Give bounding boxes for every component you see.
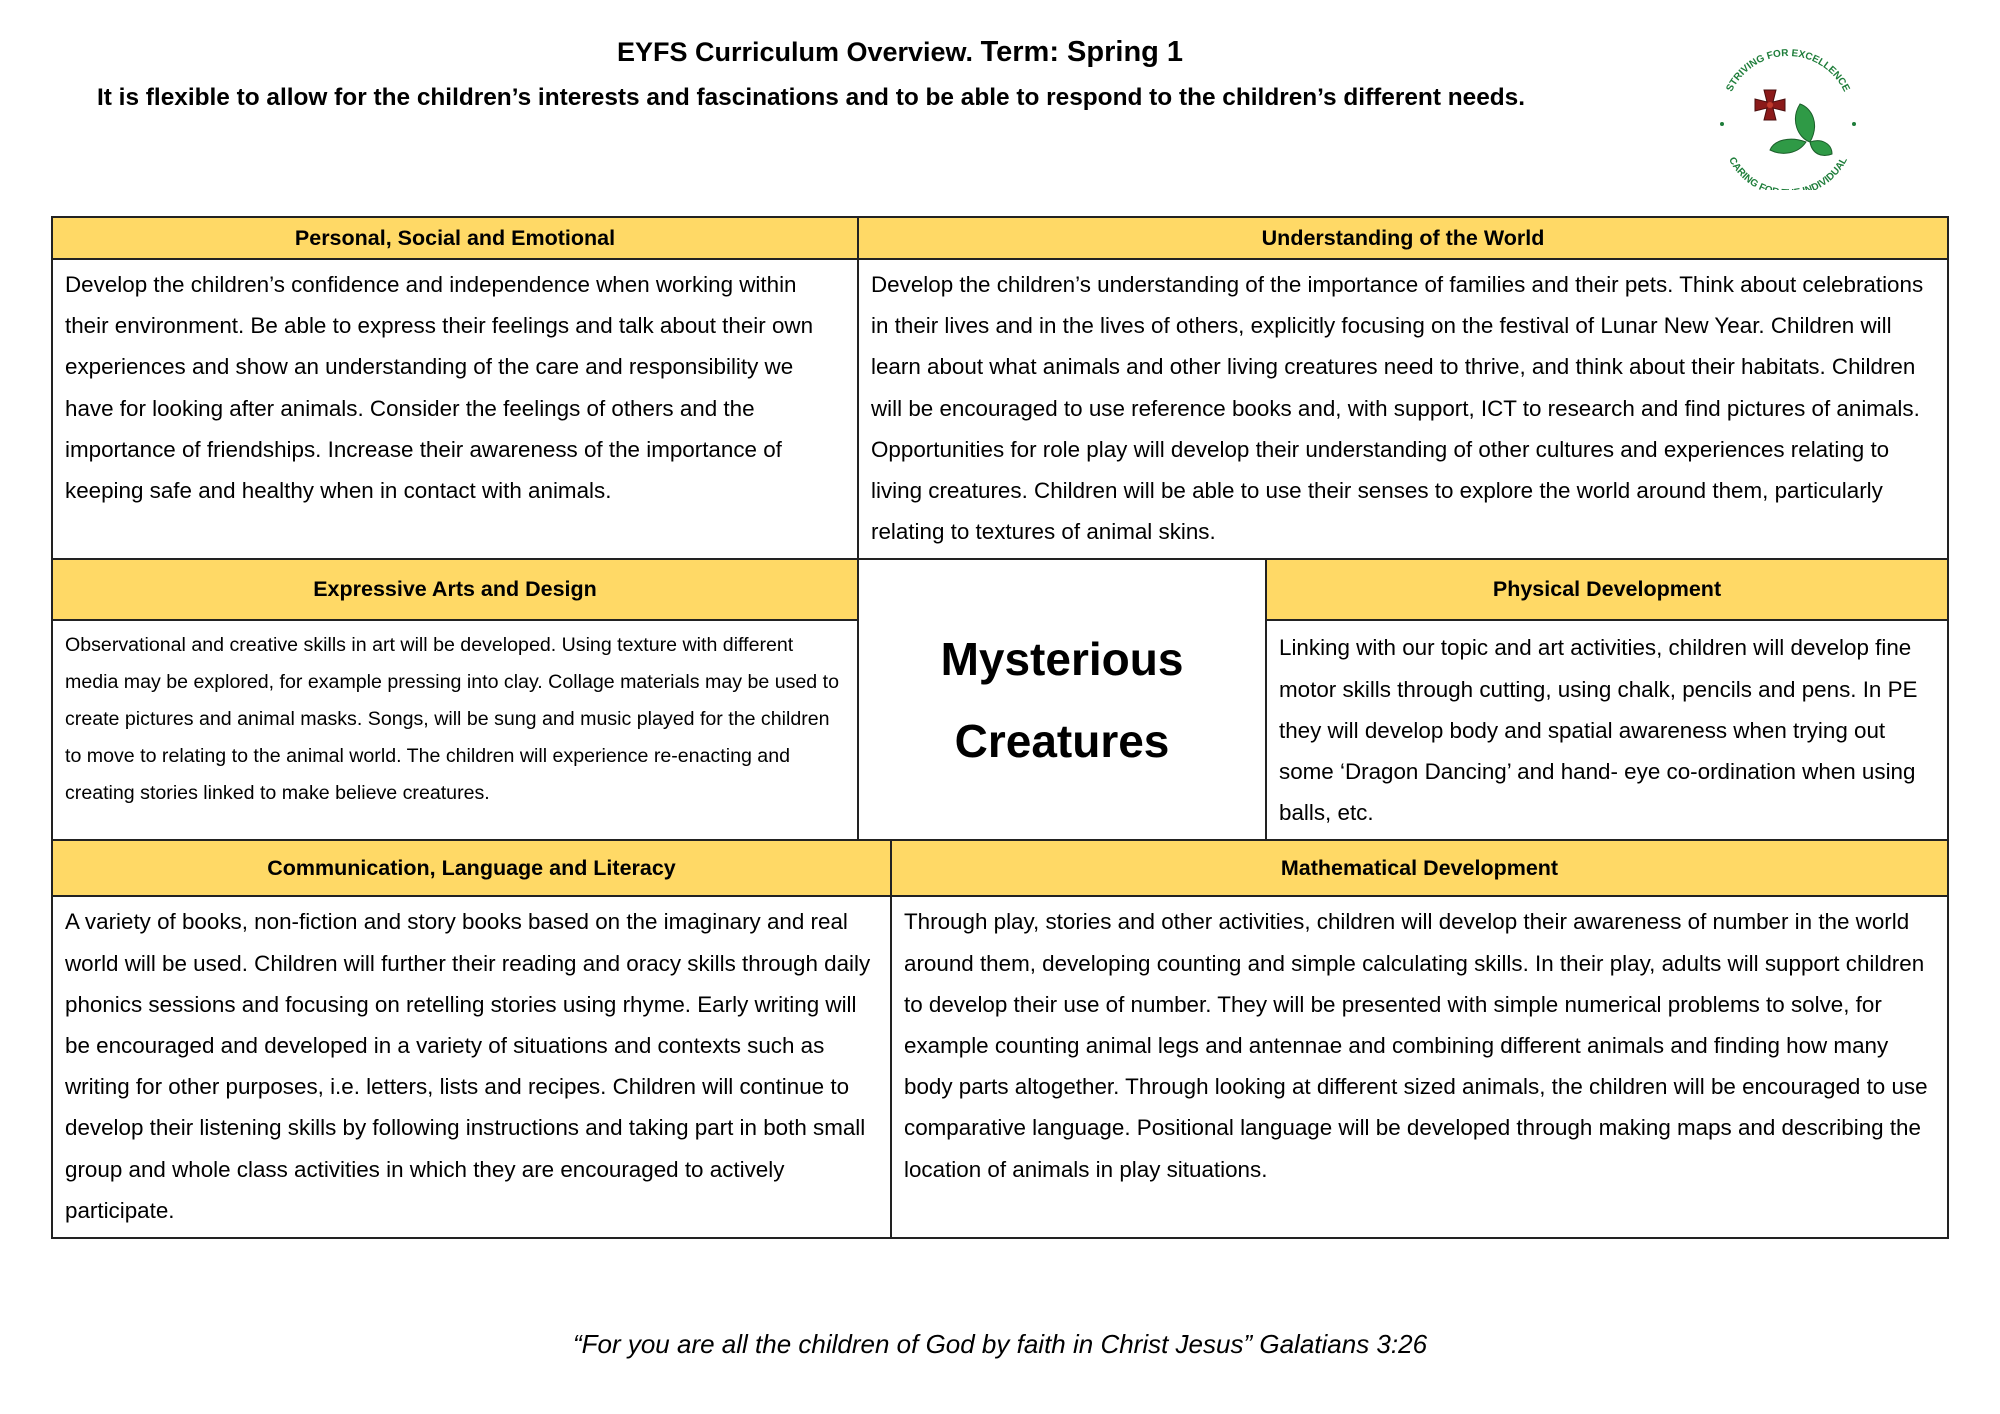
body-ead: Observational and creative skills in art will be developed. Using texture with different media may be explored, for example pressing into clay. Collage materials may be used to create pictures and animal masks. Songs, will be sung and music played for the children to move to relating to the animal world. The children will experience re-enacting and creating stories linked to make believe creatures. bbox=[53, 621, 857, 839]
body-md: Through play, stories and other activities, children will develop their awareness of number in the world around them, developing counting and simple calculating skills. In their play, adults will support children to develop their use of number. They will be presented with simple numerical problems to solve, for example counting animal legs and antennae and combining different animals and finding how many body parts altogether. Through looking at different sized animals, the children will be encouraged to use comparative language. Positional language will be developed through making maps and describing the location of animals in play situations. bbox=[892, 897, 1947, 1237]
logo-top-text: STRIVING FOR EXCELLENCE bbox=[1724, 47, 1852, 94]
document-header bbox=[0, 0, 2000, 216]
document-title bbox=[0, 36, 1800, 69]
area-md bbox=[890, 841, 1947, 1237]
heading-pd-text: Physical Development bbox=[1492, 577, 1722, 602]
heading-uw bbox=[859, 218, 1947, 260]
body-pd: Linking with our topic and art activities, children will develop fine motor skills through cutting, using chalk, pencils and pens. In PE they will develop body and spatial awareness when trying out some ‘Dragon Dancing’ and hand- eye co-ordination when using balls, etc. bbox=[1267, 621, 1947, 839]
footer-quote: “For you are all the children of God by faith in Christ Jesus” Galatians 3:26 bbox=[572, 1329, 1428, 1360]
heading-pse bbox=[53, 218, 857, 260]
cross-icon bbox=[1755, 90, 1785, 120]
svg-text:STRIVING FOR EXCELLENCE bbox=[1724, 48, 1851, 94]
document-subtitle: It is flexible to allow for the children’s interests and fascinations and to be able to respond to the children’s different needs. bbox=[97, 84, 1525, 111]
title-prefix: EYFS Curriculum Overview. bbox=[616, 37, 981, 67]
title-term: Term: Spring 1 bbox=[980, 36, 1184, 68]
heading-ead bbox=[53, 560, 857, 621]
body-cll: A variety of books, non-fiction and story books based on the imaginary and real world will be used. Children will further their reading and oracy skills through daily phonics sessions and focusing on retelling stories using rhyme. Early writing will be encouraged and developed in a variety of situations and contexts such as writing for other purposes, i.e. letters, lists and recipes. Children will continue to develop their listening skills by following instructions and taking part in both small group and whole class activities in which they are encouraged to actively participate. bbox=[53, 897, 890, 1237]
area-ead bbox=[53, 560, 857, 839]
heading-md bbox=[892, 841, 1947, 897]
heading-cll bbox=[53, 841, 890, 897]
logo-bottom-text: CARING F NDIVIDUAL bbox=[1726, 155, 1850, 190]
body-uw: Develop the children’s understanding of the importance of families and their pets. Think about celebrations in their lives and in the lives of others, explicitly focusing on the festival of Lunar New Year. Children will learn about what animals and other living creatures need to thrive, and think about their habitats. Children will be encouraged to use reference books and, with support, ICT to research and find pictures of animals. Opportunities for role play will develop their understanding of other cultures and experiences relating to living creatures. Children will be able to use their senses to explore the world around them, particularly relating to textures of animal skins. bbox=[859, 260, 1947, 558]
topic-title-line2: Creatures bbox=[954, 714, 1170, 767]
school-crest-icon bbox=[1712, 46, 1864, 190]
svg-text:CARING FOR THE INDIVIDUAL bbox=[1726, 155, 1850, 190]
heading-cll-text: Communication, Language and Literacy bbox=[267, 855, 676, 880]
body-pse: Develop the children’s confidence and independence when working within their environment. Be able to express their feelings and talk about their own experiences and show an understanding of the care and responsibility we have for looking after animals. Consider the feelings of others and the importance of friendships. Increase their awareness of the importance of keeping safe and healthy when in contact with animals. bbox=[53, 260, 857, 558]
curriculum-grid bbox=[51, 216, 1949, 1239]
grid-row-1 bbox=[53, 218, 1947, 560]
topic-title-line1: Mysterious bbox=[940, 632, 1184, 685]
area-cll bbox=[53, 841, 890, 1237]
heading-pse-text: Personal, Social and Emotional bbox=[294, 225, 616, 250]
heading-ead-text: Expressive Arts and Design bbox=[313, 577, 597, 602]
leaves-icon bbox=[1770, 104, 1832, 156]
area-pse bbox=[53, 218, 857, 558]
heading-uw-text: Understanding of the World bbox=[1261, 225, 1545, 250]
grid-row-2 bbox=[53, 560, 1947, 841]
grid-row-3 bbox=[53, 841, 1947, 1239]
area-uw bbox=[857, 218, 1947, 558]
topic-panel bbox=[857, 560, 1265, 839]
heading-pd bbox=[1267, 560, 1947, 621]
heading-md-text: Mathematical Development bbox=[1280, 855, 1559, 880]
area-pd bbox=[1265, 560, 1947, 839]
